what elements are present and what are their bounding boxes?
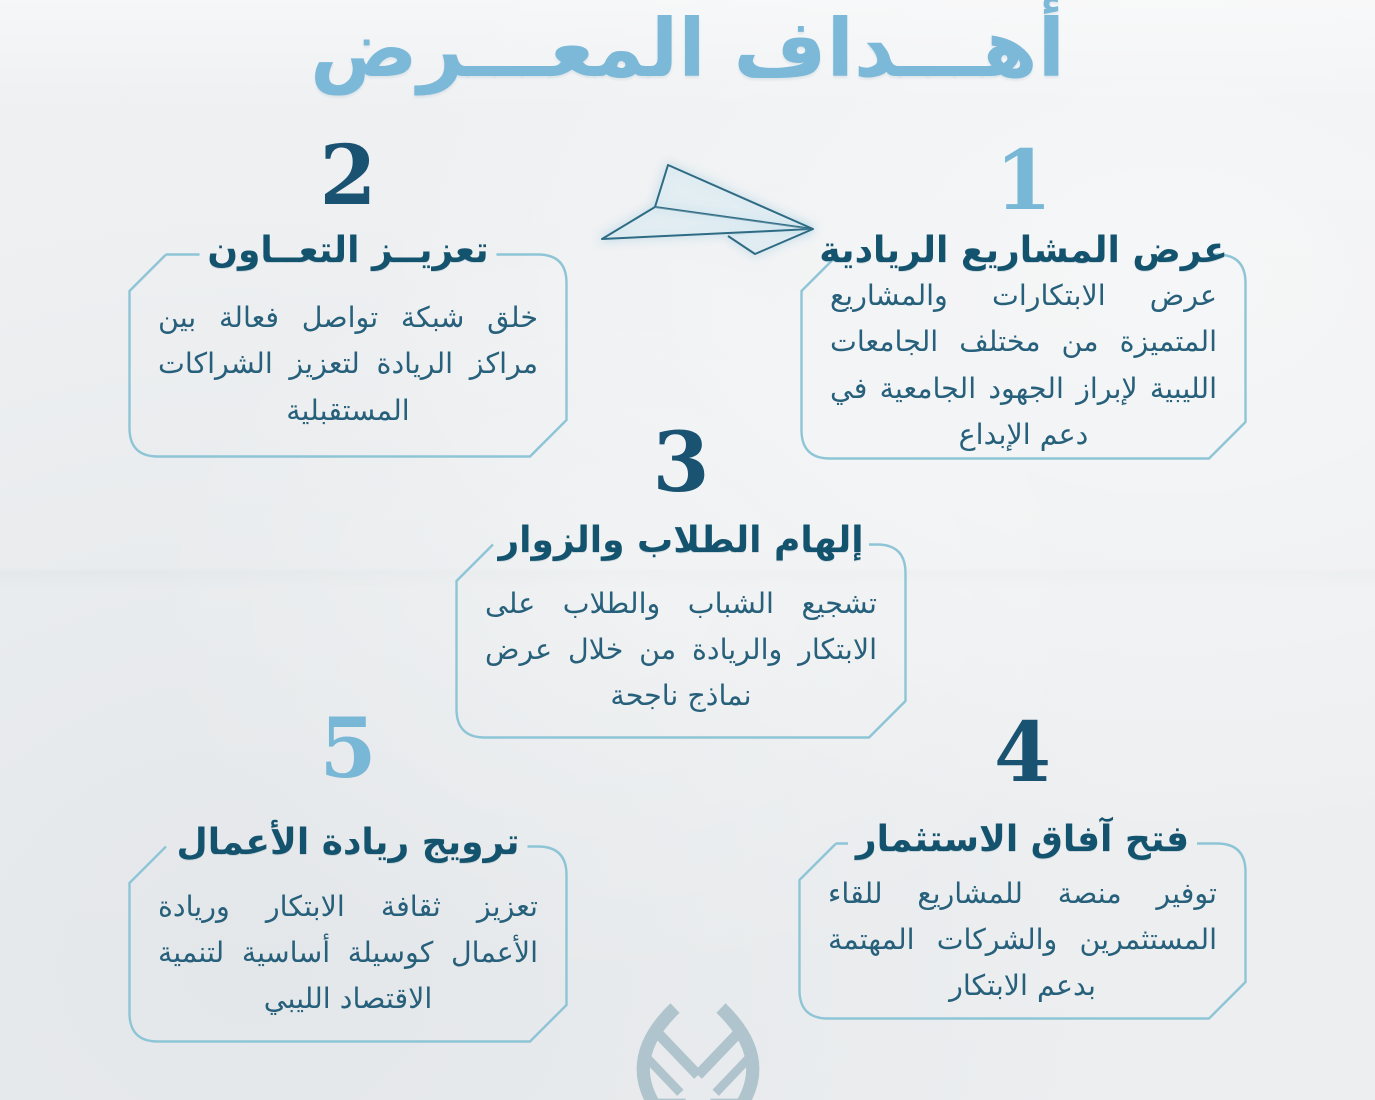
objective-number: 3: [652, 415, 710, 511]
objective-title: إلهام الطلاب والزوار: [498, 520, 864, 561]
objective-number: 5: [319, 701, 377, 797]
objective-body: عرض الابتكارات والمشاريع المتميزة من مختلف الجامعات الليبية لإبراز الجهود الجامعية في دعم الإبداع: [830, 279, 1217, 451]
objective-title: ترويج ريادة الأعمال: [176, 822, 520, 863]
objective-body: تشجيع الشباب والطلاب على الابتكار والريادة من خلال عرض نماذج ناجحة: [485, 586, 877, 713]
objective-card: [798, 819, 1247, 1020]
objective-body: خلق شبكة تواصل فعالة بين مراكز الريادة لتعزيز الشراكات المستقبلية: [158, 301, 538, 427]
paper-plane-icon: [578, 150, 830, 265]
objective-card: [128, 822, 568, 1043]
book-wings-emblem-icon: [592, 994, 804, 1100]
objective-body: تعزيز ثقافة الابتكار وريادة الأعمال كوسيلة أساسية لتنمية الاقتصاد الليبي: [158, 889, 538, 1016]
objective-title: فتح آفاق الاستثمار: [855, 819, 1190, 860]
page-title: أهـــداف المعـــرض: [310, 2, 1065, 95]
objective-title: عرض المشاريع الريادية: [819, 230, 1228, 271]
objective-number: 4: [993, 705, 1052, 801]
objective-number: 1: [994, 133, 1053, 229]
objective-number: 2: [319, 128, 377, 224]
objective-title: تعزيــز التعــاون: [207, 230, 489, 271]
objective-body: توفير منصة للمشاريع للقاء المستثمرين والشركات المهتمة بدعم الابتكار: [828, 876, 1217, 1003]
